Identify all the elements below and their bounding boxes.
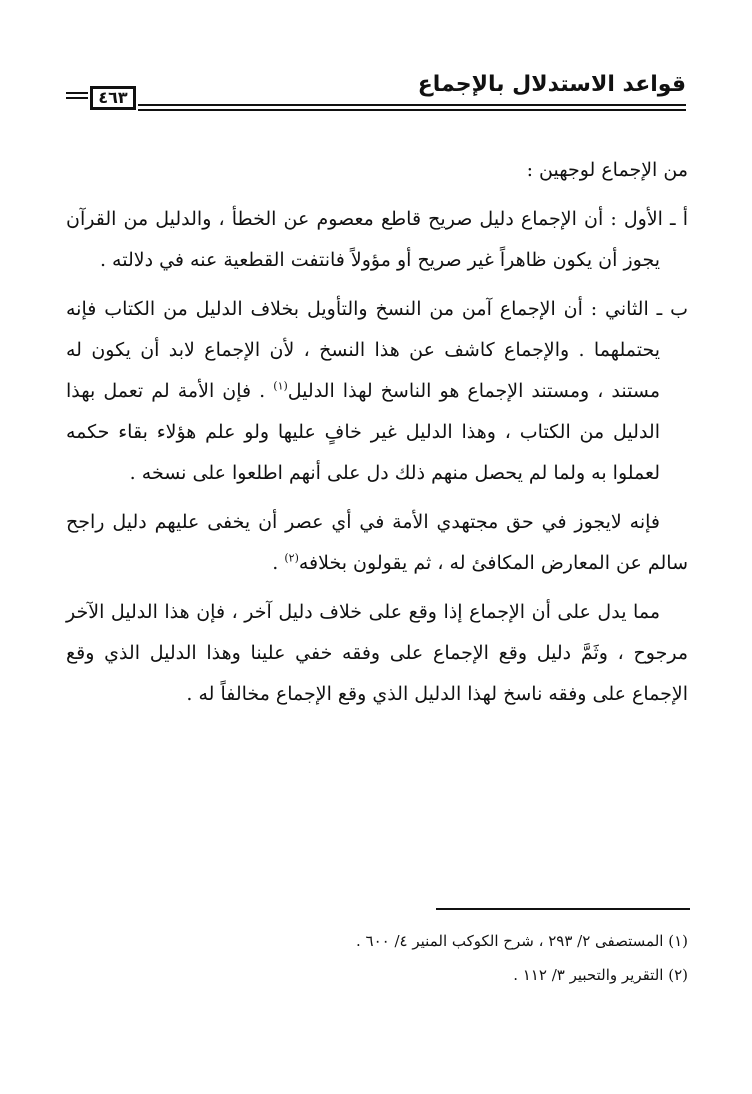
header-rule xyxy=(138,104,686,111)
point-a: أ ـ الأول : أن الإجماع دليل صريح قاطع معصوم عن الخطأ ، والدليل من القرآن يجوز أن يكون ظاهراً غير صريح أو مؤولاً فانتفت القطعية عنه في دلالته . xyxy=(66,208,688,271)
footnotes xyxy=(66,924,688,992)
header-title: قواعد الاستدلال بالإجماع xyxy=(417,72,686,97)
running-header xyxy=(66,72,686,112)
main-text xyxy=(66,150,688,723)
intro-line: من الإجماع لوجهين : xyxy=(526,159,688,181)
footnote-separator xyxy=(436,908,690,910)
paragraph-2-end: . xyxy=(272,552,285,574)
paragraph-2 xyxy=(66,502,688,584)
footnote-ref-2: (٢) xyxy=(284,551,299,565)
paragraph-2-text: فإنه لايجوز في حق مجتهدي الأمة في أي عصر أن يخفى عليهم دليل راجح سالم عن المعارض المكافئ له ، ثم يقولون بخلافه xyxy=(66,511,688,574)
footnote-ref-1: (١) xyxy=(273,379,288,393)
page-number: ٤٦٣ xyxy=(90,86,136,110)
header-rule-left xyxy=(66,92,88,99)
paragraph-3: مما يدل على أن الإجماع إذا وقع على خلاف دليل آخر ، فإن هذا الدليل الآخر مرجوح ، وثَمَّ دليل وقع الإجماع على وفقه خفي علينا وهذا الدليل الذي وقع الإجماع على وفقه ناسخ لهذا الدليل الذي وقع الإجماع مخالفاً له . xyxy=(66,601,688,705)
footnote-2: (٢) التقرير والتحبير ٣/ ١١٢ . xyxy=(513,966,688,984)
point-b-rest: . فإن الأمة لم تعمل بهذا الدليل من الكتاب ، وهذا الدليل غير خافٍ عليها ولو علم هؤلاء بقاء حكمه لعملوا به ولما لم يحصل منهم ذلك دل على أنهم اطلعوا على نسخه . xyxy=(66,380,660,484)
footnote-1: (١) المستصفى ٢/ ٢٩٣ ، شرح الكوكب المنير ٤/ ٦٠٠ . xyxy=(356,932,688,950)
point-b-text: ب ـ الثاني : أن الإجماع آمن من النسخ والتأويل بخلاف الدليل من الكتاب فإنه يحتملهما . والإجماع كاشف عن هذا النسخ ، لأن الإجماع لابد أن يكون له مستند ، ومستند الإجماع هو الناسخ لهذا الدليل xyxy=(66,298,688,402)
point-b xyxy=(66,289,688,494)
